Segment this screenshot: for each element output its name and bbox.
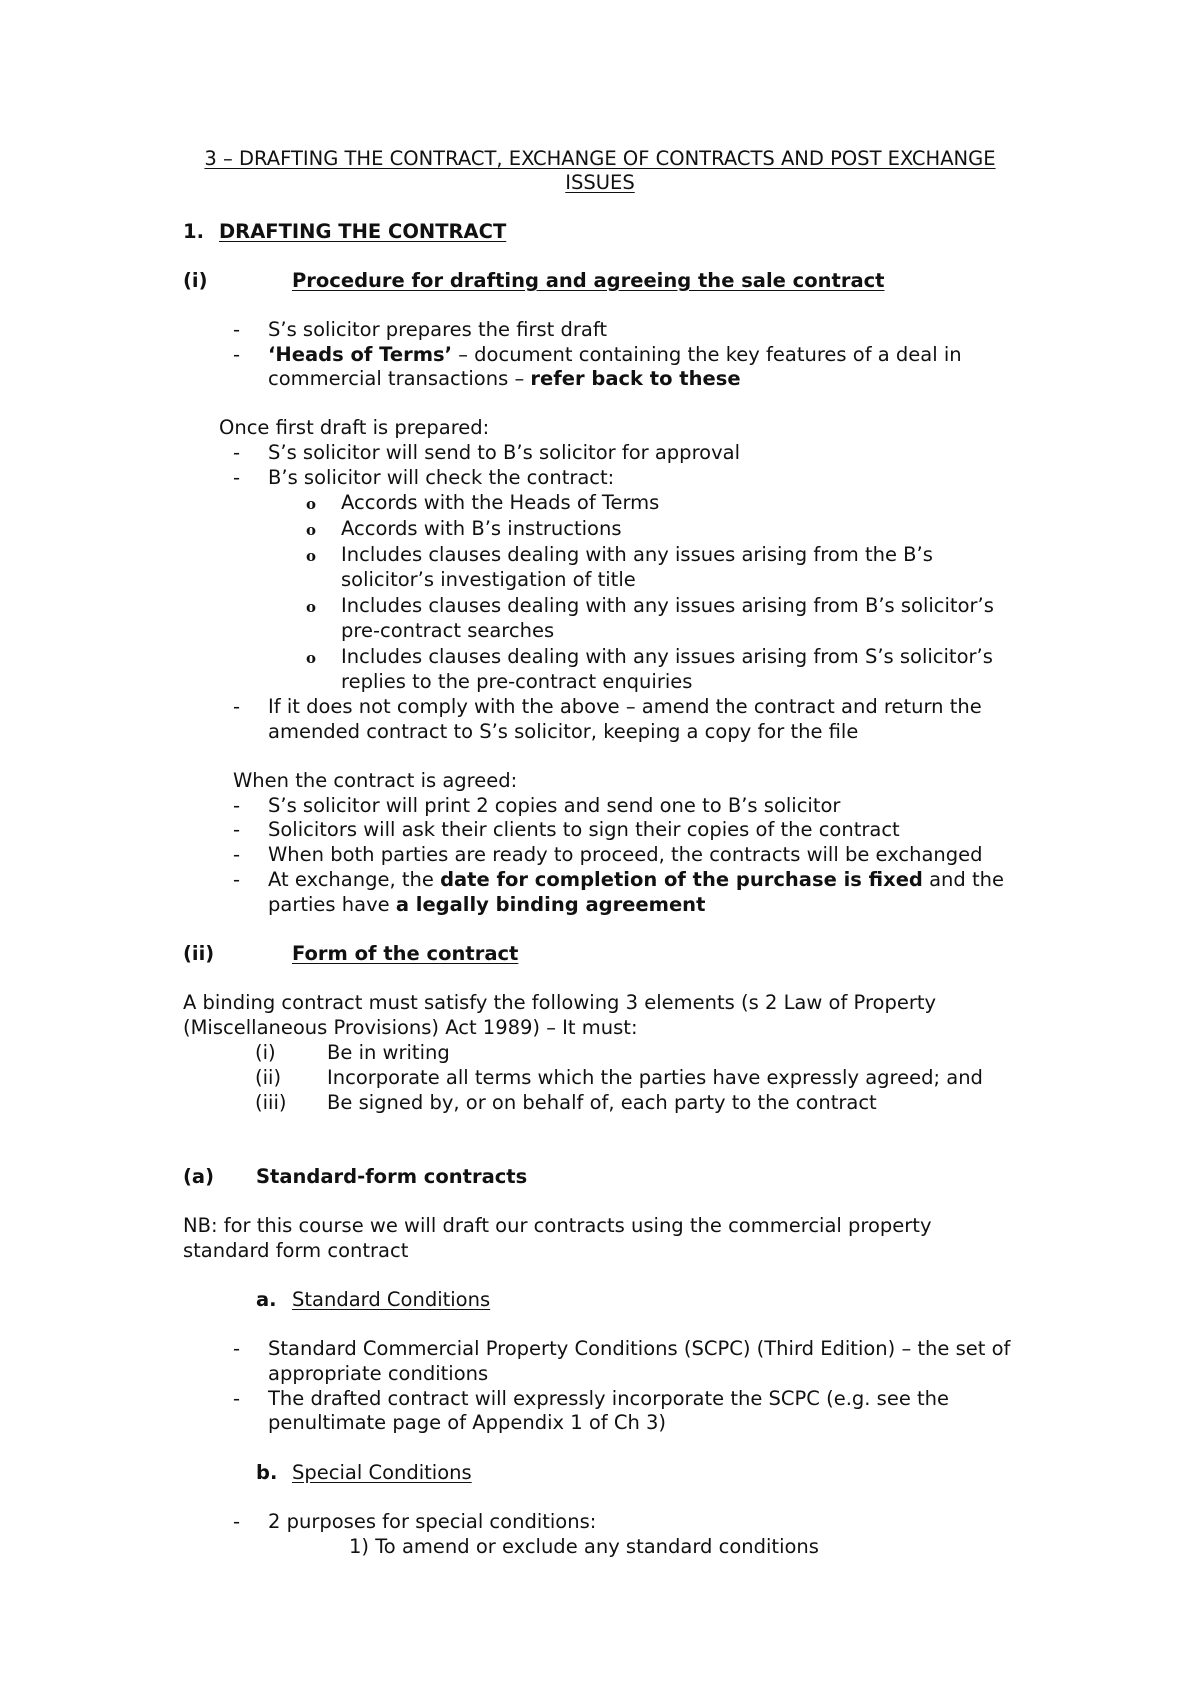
circle-bullet-icon: o <box>306 521 317 539</box>
list-item-text: parties have <box>268 893 396 916</box>
section-number: 1. <box>183 220 204 243</box>
paragraph-intro: When the contract is agreed: <box>233 769 518 792</box>
list-item: B’s solicitor will check the contract: <box>268 466 615 489</box>
list-item-continuation: appropriate conditions <box>268 1362 489 1385</box>
list-item: Standard Commercial Property Conditions (SCPC) (Third Edition) – the set of <box>268 1337 1011 1360</box>
sub-list-item-continuation: solicitor’s investigation of title <box>341 568 636 591</box>
list-item: If it does not comply with the above – amend the contract and return the <box>268 695 982 718</box>
list-item-text: At exchange, the <box>268 868 441 891</box>
dash-bullet: - <box>233 318 241 341</box>
list-item-continuation <box>268 893 705 917</box>
list-item-continuation: penultimate page of Appendix 1 of Ch 3) <box>268 1411 667 1434</box>
list-item: S’s solicitor will print 2 copies and send one to B’s solicitor <box>268 794 841 817</box>
paragraph-intro: Once first draft is prepared: <box>219 416 490 439</box>
subsection-label: (ii) <box>183 942 215 965</box>
dash-bullet: - <box>233 466 241 489</box>
subsection-label: (i) <box>183 269 208 292</box>
list-item-continuation: amended contract to S’s solicitor, keeping a copy for the file <box>268 720 859 743</box>
subsection-label: (a) <box>183 1165 214 1188</box>
dash-bullet: - <box>233 441 241 464</box>
bold-term: date for completion of the purchase is fixed <box>440 868 923 891</box>
section-heading: DRAFTING THE CONTRACT <box>219 220 507 243</box>
list-item <box>268 343 962 367</box>
sub-list-item: Includes clauses dealing with any issues arising from the B’s <box>341 543 933 566</box>
list-item: The drafted contract will expressly incorporate the SCPC (e.g. see the <box>268 1387 950 1410</box>
paragraph-continuation: standard form contract <box>183 1239 409 1262</box>
dash-bullet: - <box>233 1337 241 1360</box>
sub-list-item-continuation: replies to the pre-contract enquiries <box>341 670 693 693</box>
circle-bullet-icon: o <box>306 598 317 616</box>
bold-term: a legally binding agreement <box>395 893 706 916</box>
dash-bullet: - <box>233 868 241 891</box>
sub-list-item-continuation: pre-contract searches <box>341 619 555 642</box>
circle-bullet-icon: o <box>306 649 317 667</box>
list-item: Solicitors will ask their clients to sign their copies of the contract <box>268 818 900 841</box>
list-item: When both parties are ready to proceed, the contracts will be exchanged <box>268 843 983 866</box>
sub-list-item: Includes clauses dealing with any issues arising from S’s solicitor’s <box>341 645 993 668</box>
dash-bullet: - <box>233 343 241 366</box>
subsection-heading: Procedure for drafting and agreeing the sale contract <box>292 269 885 292</box>
roman-numeral: (iii) <box>255 1091 287 1114</box>
numbered-sub-item: 1) To amend or exclude any standard conditions <box>349 1535 819 1558</box>
list-item: 2 purposes for special conditions: <box>268 1510 597 1533</box>
circle-bullet-icon: o <box>306 495 317 513</box>
list-item <box>268 868 1004 892</box>
list-item-continuation <box>268 367 741 391</box>
dash-bullet: - <box>233 794 241 817</box>
element-item: Incorporate all terms which the parties have expressly agreed; and <box>327 1066 983 1089</box>
dash-bullet: - <box>233 1387 241 1410</box>
document-title-line-1: 3 – DRAFTING THE CONTRACT, EXCHANGE OF CONTRACTS AND POST EXCHANGE <box>204 147 996 170</box>
element-item: Be signed by, or on behalf of, each party to the contract <box>327 1091 877 1114</box>
subsection-heading: Form of the contract <box>292 942 519 965</box>
list-item-text: and the <box>922 868 1004 891</box>
sub-list-item: Accords with the Heads of Terms <box>341 491 660 514</box>
circle-bullet-icon: o <box>306 547 317 565</box>
bold-term: refer back to these <box>530 367 741 390</box>
document-title-line-2: ISSUES <box>565 171 635 194</box>
roman-numeral: (i) <box>255 1041 276 1064</box>
list-item: S’s solicitor will send to B’s solicitor for approval <box>268 441 740 464</box>
list-item-text: – document containing the key features of a deal in <box>452 343 962 366</box>
dash-bullet: - <box>233 818 241 841</box>
bold-term: ‘Heads of Terms’ <box>268 343 453 366</box>
subsection-heading: Standard-form contracts <box>256 1165 528 1188</box>
item-heading: Special Conditions <box>292 1461 472 1484</box>
dash-bullet: - <box>233 843 241 866</box>
paragraph-continuation: (Miscellaneous Provisions) Act 1989) – It must: <box>183 1016 638 1039</box>
paragraph: NB: for this course we will draft our contracts using the commercial property <box>183 1214 932 1237</box>
item-letter: b. <box>256 1461 278 1484</box>
sub-list-item: Includes clauses dealing with any issues arising from B’s solicitor’s <box>341 594 994 617</box>
roman-numeral: (ii) <box>255 1066 282 1089</box>
sub-list-item: Accords with B’s instructions <box>341 517 622 540</box>
element-item: Be in writing <box>327 1041 450 1064</box>
dash-bullet: - <box>233 695 241 718</box>
item-heading: Standard Conditions <box>292 1288 491 1311</box>
list-item-text: commercial transactions – <box>268 367 531 390</box>
item-letter: a. <box>256 1288 277 1311</box>
dash-bullet: - <box>233 1510 241 1533</box>
list-item: S’s solicitor prepares the first draft <box>268 318 608 341</box>
paragraph: A binding contract must satisfy the following 3 elements (s 2 Law of Property <box>183 991 937 1014</box>
